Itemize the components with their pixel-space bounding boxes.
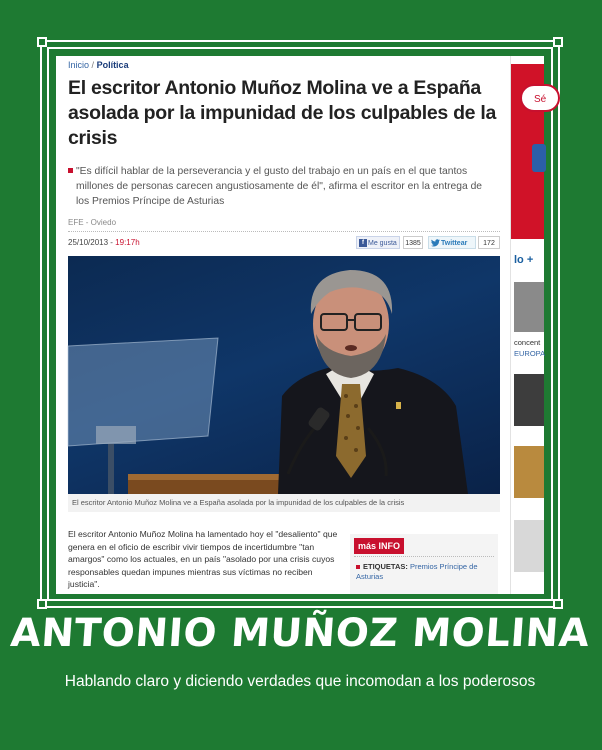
bullet-icon (356, 565, 360, 569)
twitter-label: Twittear (441, 240, 468, 247)
breadcrumb-home-link[interactable]: Inicio (68, 60, 90, 70)
sidebar-item-category[interactable]: EUROPA (514, 349, 546, 358)
photo-caption: El escritor Antonio Muñoz Molina ve a España asolada por la impunidad de los culpables de la crisis (68, 494, 500, 512)
tags-line (356, 562, 494, 582)
article-body: El escritor Antonio Muñoz Molina ha lamentado hoy el "desaliento" que genera en el oficio de escribir vivir tiempos de incertidumbre "tan amargos" como los actuales, en un país "asolado por una crisis cuyos responsables quedan impunes mientras sus víctimas no reciben justicia". (68, 529, 338, 589)
divider (68, 231, 500, 232)
breadcrumb-separator: / (91, 60, 95, 70)
sidebar-icon (532, 144, 546, 172)
frame-corner-ornament (553, 599, 563, 609)
article-photo (68, 256, 500, 494)
facebook-icon: f (359, 239, 367, 247)
twitter-tweet-button[interactable] (428, 236, 476, 249)
tags-label: ETIQUETAS: (363, 562, 408, 571)
sidebar-thumbnail[interactable] (514, 282, 544, 332)
sidebar-heading: lo + (514, 254, 534, 266)
news-agency: EFE - Oviedo (68, 218, 117, 227)
poster-subtitle: Hablando claro y diciendo verdades que incomodan a los poderosos (64, 673, 536, 690)
article-time: 19:17h (115, 238, 140, 247)
sidebar-thumbnail[interactable] (514, 374, 544, 426)
breadcrumb-section-link[interactable]: Política (96, 60, 129, 70)
article-headline: El escritor Antonio Muñoz Molina ve a España asolada por la impunidad de los culpables de la crisis (68, 77, 497, 149)
right-sidebar (508, 56, 547, 594)
frame-corner-ornament (553, 37, 563, 47)
facebook-like-count: 1385 (403, 236, 423, 249)
sidebar-thumbnail[interactable] (514, 520, 544, 572)
facebook-like-button[interactable] (356, 236, 400, 249)
twitter-bird-icon (431, 239, 440, 247)
sidebar-thumbnail[interactable] (514, 446, 544, 498)
sidebar-pill-button[interactable]: Sé (520, 84, 560, 112)
more-info-box (350, 534, 498, 594)
breadcrumb (68, 60, 129, 70)
more-info-title: más INFO (354, 538, 404, 554)
article-dateline: 25/10/2013 - 19:17h (68, 238, 140, 247)
poster-title: ANTONIO MUÑOZ MOLINA (9, 611, 591, 656)
article-date: 25/10/2013 (68, 238, 109, 247)
twitter-count: 172 (478, 236, 500, 249)
bullet-icon (68, 168, 73, 173)
summary-text: "Es difícil hablar de la perseverancia y el gusto del trabajo en un país en el que tantos millones de personas carecen angustiosamente de él", afirma el escritor en la entrega de los Premios Príncipe de Asturias (76, 166, 483, 207)
frame-corner-ornament (37, 599, 47, 609)
facebook-like-label: Me gusta (368, 240, 397, 247)
tag-link[interactable]: Premios Príncipe de Asturias (356, 562, 478, 581)
frame-corner-ornament (37, 37, 47, 47)
article-summary (76, 164, 496, 209)
article-screenshot (56, 56, 547, 594)
divider (354, 556, 494, 557)
sidebar-item-text[interactable]: concent (514, 338, 541, 347)
speaker-portrait-illustration (68, 256, 500, 494)
